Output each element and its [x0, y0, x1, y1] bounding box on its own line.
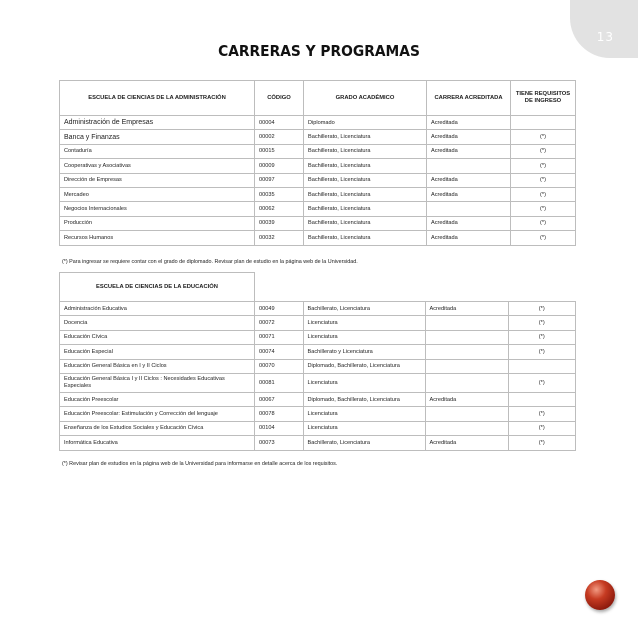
program-name: Educación Especial	[60, 345, 255, 359]
program-requirements: (*)	[508, 316, 576, 330]
table-row	[60, 144, 576, 158]
program-degree: Bachillerato, Licenciatura	[303, 302, 425, 316]
program-code: 00071	[255, 330, 304, 344]
program-accreditation: Acreditada	[427, 130, 511, 144]
program-name: Administración de Empresas	[60, 116, 255, 130]
table-row	[60, 216, 576, 230]
program-accreditation: Acreditada	[427, 116, 511, 130]
program-degree: Bachillerato, Licenciatura	[304, 216, 427, 230]
program-code: 00035	[255, 187, 304, 201]
table-row	[60, 345, 576, 359]
table-row	[60, 116, 576, 130]
program-requirements	[511, 116, 576, 130]
program-requirements: (*)	[508, 345, 576, 359]
administration-table	[59, 80, 576, 246]
table-header-row	[60, 273, 576, 302]
table-row	[60, 173, 576, 187]
program-requirements: (*)	[511, 173, 576, 187]
table-row	[60, 359, 576, 373]
program-degree: Bachillerato, Licenciatura	[304, 144, 427, 158]
program-accreditation: Acreditada	[425, 302, 508, 316]
program-code: 00081	[255, 373, 304, 392]
program-name: Informática Educativa	[60, 436, 255, 450]
table-row	[60, 407, 576, 421]
program-degree: Licenciatura	[303, 421, 425, 435]
program-requirements: (*)	[508, 302, 576, 316]
program-code: 00032	[255, 231, 304, 245]
program-requirements: (*)	[511, 144, 576, 158]
program-code: 00067	[255, 392, 304, 406]
program-requirements: (*)	[511, 159, 576, 173]
program-accreditation: Acreditada	[427, 231, 511, 245]
education-table	[59, 272, 576, 451]
program-code: 00049	[255, 302, 304, 316]
program-requirements: (*)	[508, 421, 576, 435]
program-requirements: (*)	[508, 373, 576, 392]
program-name: Negocios Internacionales	[60, 202, 255, 216]
program-code: 00097	[255, 173, 304, 187]
program-degree: Diplomado, Bachillerato, Licenciatura	[303, 359, 425, 373]
header-school: ESCUELA DE CIENCIAS DE LA EDUCACIÓN	[60, 273, 255, 302]
program-requirements: (*)	[511, 202, 576, 216]
program-name: Mercadeo	[60, 187, 255, 201]
program-name: Administración Educativa	[60, 302, 255, 316]
program-name: Educación General Básica I y II Ciclos : Necesidades Educativas Especiales	[60, 373, 255, 392]
program-code: 00062	[255, 202, 304, 216]
program-code: 00074	[255, 345, 304, 359]
program-code: 00072	[255, 316, 304, 330]
program-name: Dirección de Empresas	[60, 173, 255, 187]
program-accreditation	[425, 373, 508, 392]
program-name: Cooperativas y Asociativas	[60, 159, 255, 173]
page-number: 13	[596, 30, 614, 44]
program-code: 00004	[255, 116, 304, 130]
program-requirements: (*)	[508, 407, 576, 421]
table-row	[60, 421, 576, 435]
decorative-sphere	[585, 580, 615, 610]
program-accreditation	[427, 202, 511, 216]
table-header-row	[60, 81, 576, 116]
header-code: CÓDIGO	[255, 81, 304, 116]
program-code: 00009	[255, 159, 304, 173]
table-row	[60, 302, 576, 316]
program-code: 00073	[255, 436, 304, 450]
program-requirements: (*)	[511, 187, 576, 201]
program-requirements: (*)	[511, 231, 576, 245]
header-accredited: CARRERA ACREDITADA	[427, 81, 511, 116]
program-code: 00039	[255, 216, 304, 230]
header-degree: GRADO ACADÉMICO	[304, 81, 427, 116]
program-accreditation	[425, 330, 508, 344]
program-requirements: (*)	[511, 216, 576, 230]
program-name: Educación General Básica en I y II Ciclos	[60, 359, 255, 373]
program-requirements: (*)	[508, 436, 576, 450]
program-name: Enseñanza de los Estudios Sociales y Educación Cívica	[60, 421, 255, 435]
program-degree: Licenciatura	[303, 330, 425, 344]
program-degree: Bachillerato, Licenciatura	[304, 173, 427, 187]
program-requirements: (*)	[511, 130, 576, 144]
program-degree: Bachillerato, Licenciatura	[304, 159, 427, 173]
table-row	[60, 159, 576, 173]
program-accreditation	[425, 316, 508, 330]
program-code: 00002	[255, 130, 304, 144]
program-accreditation	[425, 407, 508, 421]
program-accreditation	[425, 359, 508, 373]
page-title: CARRERAS Y PROGRAMAS	[218, 42, 420, 60]
program-accreditation: Acreditada	[427, 173, 511, 187]
program-accreditation: Acreditada	[427, 216, 511, 230]
table-row	[60, 202, 576, 216]
program-accreditation	[425, 421, 508, 435]
program-name: Producción	[60, 216, 255, 230]
program-degree: Bachillerato, Licenciatura	[304, 130, 427, 144]
program-degree: Bachillerato, Licenciatura	[304, 187, 427, 201]
program-name: Educación Cívica	[60, 330, 255, 344]
header-school: ESCUELA DE CIENCIAS DE LA ADMINISTRACIÓN	[60, 81, 255, 116]
program-degree: Diplomado, Bachillerato, Licenciatura	[303, 392, 425, 406]
table-row	[60, 392, 576, 406]
program-code: 00104	[255, 421, 304, 435]
table-row	[60, 436, 576, 450]
table1-footnote: (*) Para ingresar se requiere contar con el grado de diplomado. Revisar plan de estudio en la página web de la Universidad.	[62, 259, 358, 265]
program-name: Educación Preescolar: Estimulación y Corrección del lenguaje	[60, 407, 255, 421]
program-degree: Licenciatura	[303, 373, 425, 392]
program-accreditation: Acreditada	[425, 436, 508, 450]
program-degree: Licenciatura	[303, 407, 425, 421]
program-requirements	[508, 392, 576, 406]
table-row	[60, 316, 576, 330]
table-row	[60, 373, 576, 392]
program-degree: Bachillerato, Licenciatura	[304, 231, 427, 245]
program-code: 00070	[255, 359, 304, 373]
program-requirements	[508, 359, 576, 373]
table-row	[60, 330, 576, 344]
program-accreditation	[425, 345, 508, 359]
program-name: Docencia	[60, 316, 255, 330]
program-code: 00078	[255, 407, 304, 421]
program-accreditation: Acreditada	[425, 392, 508, 406]
table2-footnote: (*) Revisar plan de estudios en la página web de la Universidad para informarse en detalle acerca de los requisitos.	[62, 461, 338, 467]
program-name: Educación Preescolar	[60, 392, 255, 406]
program-accreditation: Acreditada	[427, 187, 511, 201]
program-accreditation	[427, 159, 511, 173]
program-code: 00015	[255, 144, 304, 158]
header-requirements: TIENE REQUISITOS DE INGRESO	[511, 81, 576, 116]
program-accreditation: Acreditada	[427, 144, 511, 158]
program-requirements: (*)	[508, 330, 576, 344]
program-name: Contaduría	[60, 144, 255, 158]
table-row	[60, 231, 576, 245]
program-degree: Bachillerato, Licenciatura	[304, 202, 427, 216]
program-degree: Bachillerato y Licenciatura	[303, 345, 425, 359]
program-name: Recursos Humanos	[60, 231, 255, 245]
program-name: Banca y Finanzas	[60, 130, 255, 144]
program-degree: Licenciatura	[303, 316, 425, 330]
program-degree: Diplomado	[304, 116, 427, 130]
table-row	[60, 187, 576, 201]
table-row	[60, 130, 576, 144]
program-degree: Bachillerato, Licenciatura	[303, 436, 425, 450]
